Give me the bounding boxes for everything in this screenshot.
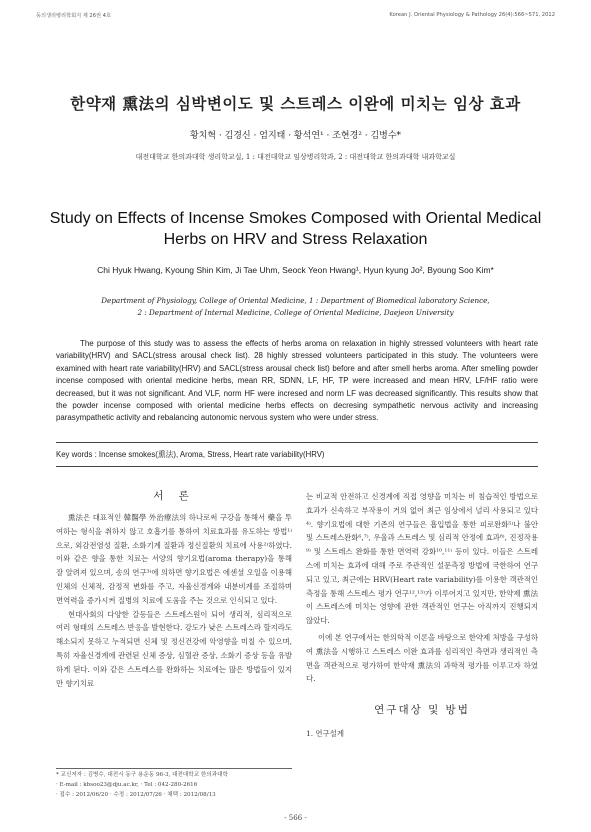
running-header-right: Korean J. Oriental Physiology & Pathology 26(4):566~571, 2012: [389, 12, 555, 18]
methods-heading: 연구대상 및 방법: [374, 704, 470, 717]
intro-paragraph-4: 이에 본 연구에서는 한의학적 이론을 바탕으로 한약제 처방을 구성하여 熏法을 시행하고 스트레스 이완 효과를 심리적인 측면과 생리적인 측면을 객관적으로 평가하여 한약재 熏法의 과학적 평가를 이루고자 하였다.: [306, 632, 538, 684]
footnote: [56, 770, 296, 800]
english-title-line2: Herbs on HRV and Stress Relaxation: [163, 231, 428, 248]
footnote-dates: · 접수 : 2012/06/20 · 수정 : 2012/07/26 · 채택 : 2012/08/13: [56, 792, 216, 798]
abstract: The purpose of this study was to assess the effects of herbs aroma on relaxation in highly stressed volunteers with heart rate variability(HRV) and SACL(stress arousal check list). 28 highly stressed volunteers participated in this study. The volunteers were examined with heart rate variability(HRV) and SACL(stress arousal check list) before and after smell herbs aroma. After smelling powder incense composed with oriental medicine herbs, mean RR, SDNN, LF, HF, TP were increased and mean HRV, LF/HF ratio were decreased, but it was not significant. And VLF, norm HF were incresed and norm LF was decreased significantly. This results show that the powder incense composed with oriental medicine herbs effects on decresing sympathetic nervous activity and increasing parasympathetic activity and rebalancing autonomic nervous system who were under stress.: [56, 339, 538, 423]
abstract-divider-top: [56, 442, 538, 443]
running-header-left: 동의생리병리학회지 제 26권 4호: [36, 13, 111, 19]
english-title: [40, 208, 551, 250]
english-authors: Chi Hyuk Hwang, Kyoung Shin Kim, Ji Tae Uhm, Seock Yeon Hwang¹, Hyun kyung Jo², Byoung Soo Kim*: [97, 265, 494, 275]
abstract-divider-bottom: [56, 466, 538, 467]
english-affiliation-line1: Department of Physiology, College of Oriental Medicine, 1 : Department of Biomedical laboratory Science,: [101, 296, 490, 305]
korean-title: 한약재 熏法의 심박변이도 및 스트레스 이완에 미치는 임상 효과: [70, 95, 521, 113]
intro-paragraph-3: 는 비교적 안전하고 신경계에 직접 영향을 미치는 비 침습적인 방법으로 효과가 신속하고 부작용이 거의 없어 최근 임상에서 널리 사용되고 있다⁴⁾. 향기요법에 대한 기존의 연구들은 흡입법을 통한 피로완화⁵⁾나 불안 및 스트레스완화⁶,⁷⁾, 우울과 스트레스 및 심리적 안정에 효과⁸⁾, 진정작용⁹⁾ 및 스트레스 완화를 통한 면역력 강화¹⁰,¹¹⁾ 등이 있다. 이들은 스트레스에 미치는 효과에 대해 주로 주관적인 설문측정 방법에 국한하여 연구되고 있고, 최근에는 HRV(Heart rate variability)를 이용한 객관적인 측정을 통해 스트레스 평가 연구¹²,¹³⁾가 이루어지고 있지만, 한약제 熏法이 스트레스에 미치는 영향에 관한 객관적인 연구는 아직까지 진행되지 않았다.: [306, 492, 538, 626]
keywords: Key words : Incense smokes(熏法), Aroma, Stress, Heart rate variability(HRV): [56, 450, 325, 459]
footnote-corresponding: * 교신저자 : 김병수, 대전시 동구 용운동 96-3, 대전대학교 한의과대학: [56, 772, 228, 778]
methods-subheading-1: 1. 연구설계: [306, 729, 344, 739]
intro-paragraph-1: 熏法은 대표적인 韓醫學 外治療法의 하나로써 구강을 통해서 藥을 투여하는 형식을 취하지 않고 호흡기를 통하여 치료효과를 유도하는 방법¹⁾으로, 외감전염성 질환, 소화기계 질환과 정신질환의 치료에 사용²⁾하였다. 이와 같은 향을 통한 치료는 서양의 향기요법(aroma therapy)을 통해 잘 알려져 있으며, 송의 연구³⁾에 의하면 향기요법은 에센셜 오일을 이용해 인체의 신체적, 감정적 변화를 주고, 자율신경계와 내분비계를 조절하며 면역력을 증가시켜 질병의 치료에 도움을 주는 것으로 인식되고 있다.: [56, 513, 292, 605]
intro-heading: 서 론: [153, 490, 195, 502]
korean-authors: 황치혁 · 김경신 · 엄지태 · 황석연¹ · 조현경² · 김병수*: [189, 131, 402, 141]
right-column: [306, 490, 538, 741]
korean-affiliation: 대전대학교 한의과대학 생리학교실, 1 : 대전대학교 임상병리학과, 2 : 대전대학교 한의과대학 내과학교실: [135, 153, 456, 161]
footnote-contact: · E-mail : kbsoo23@dju.ac.kr, · Tel : 042-280-2616: [56, 782, 198, 788]
intro-paragraph-2: 현대사회의 다양한 갈등들은 스트레스원이 되어 생리적, 심리적으로 여러 형태의 스트레스 반응을 발현한다. 강도가 낮은 스트레스라 할지라도 해소되지 못하고 누적되면 신체 및 정신건강에 악영향을 미칠 수 있으며, 특히 자율신경계에 관련된 신체 증상, 심혈관 증상, 소화기 증상 등을 유발하게 된다. 이와 같은 스트레스를 완화하는 치료에는 많은 방법들이 있지만 향기치료: [56, 609, 292, 688]
page-number: - 566 -: [284, 814, 307, 822]
english-affiliation-line2: 2 : Department of Internal Medicine, College of Oriental Medicine, Daejeon University: [137, 308, 454, 317]
english-title-line1: Study on Effects of Incense Smokes Composed with Oriental Medical: [49, 210, 542, 227]
footnote-divider: [56, 768, 292, 769]
left-column: [56, 488, 292, 690]
english-affiliation: [0, 295, 591, 319]
